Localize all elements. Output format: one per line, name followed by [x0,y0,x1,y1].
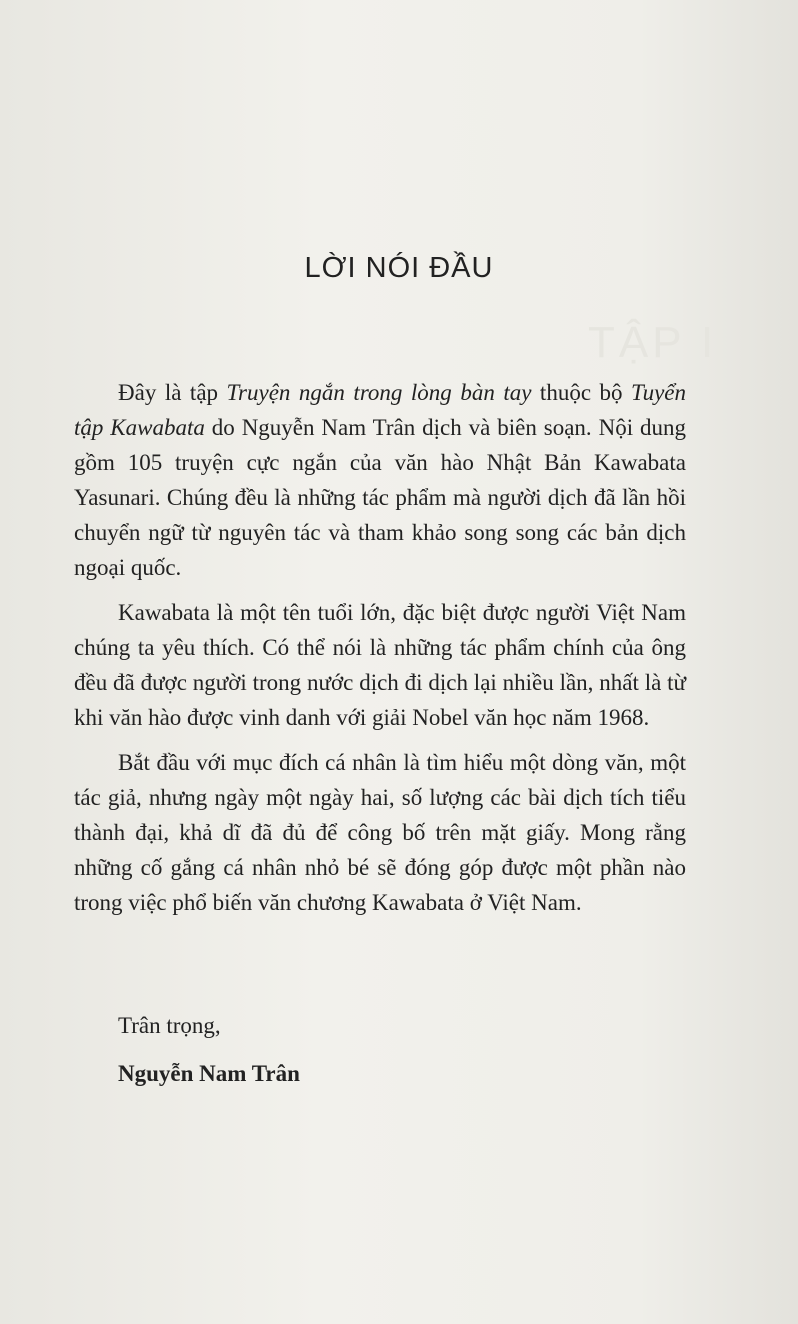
p1-italic-title-1: Truyện ngắn trong lòng bàn tay [226,380,532,405]
paragraph-2: Kawabata là một tên tuổi lớn, đặc biệt được người Việt Nam chúng ta yêu thích. Có thể nói là những tác phẩm chính của ông đều đã được người trong nước dịch đi dịch lại nhiều lần, nhất là từ khi văn hào được vinh danh với giải Nobel văn học năm 1968. [74,600,686,730]
p1-text-a: Đây là tập [118,380,227,405]
paragraph-3: Bắt đầu với mục đích cá nhân là tìm hiểu một dòng văn, một tác giả, nhưng ngày một ngày hai, số lượng các bài dịch tích tiểu thành đại, khả dĩ đã đủ để công bố trên mặt giấy. Mong rằng những cố gắng cá nhân nhỏ bé sẽ đóng góp được một phần nào trong việc phổ biến văn chương Kawabata ở Việt Nam. [74,750,686,915]
preface-body [74,375,686,930]
page-title: LỜI NÓI ĐẦU [304,252,494,284]
closing-greeting: Trân trọng, [118,1013,221,1038]
p1-text-c: thuộc bộ [531,380,632,405]
p1-text-e: do Nguyễn Nam Trân dịch và biên soạn. Nội dung gồm 105 truyện cực ngắn của văn hào Nhật Bản Kawabata Yasunari. Chúng đều là những tác phẩm mà người dịch đã lần hồi chuyển ngữ từ nguyên tác và tham khảo song song các bản dịch ngoại quốc. [74,415,686,580]
bleed-through-text: TẬP I [588,318,718,367]
p1-italic-title-2: Tuyển tập Kawabata [74,380,686,440]
author-signature: Nguyễn Nam Trân [118,1061,300,1086]
paragraph-1 [74,375,686,585]
